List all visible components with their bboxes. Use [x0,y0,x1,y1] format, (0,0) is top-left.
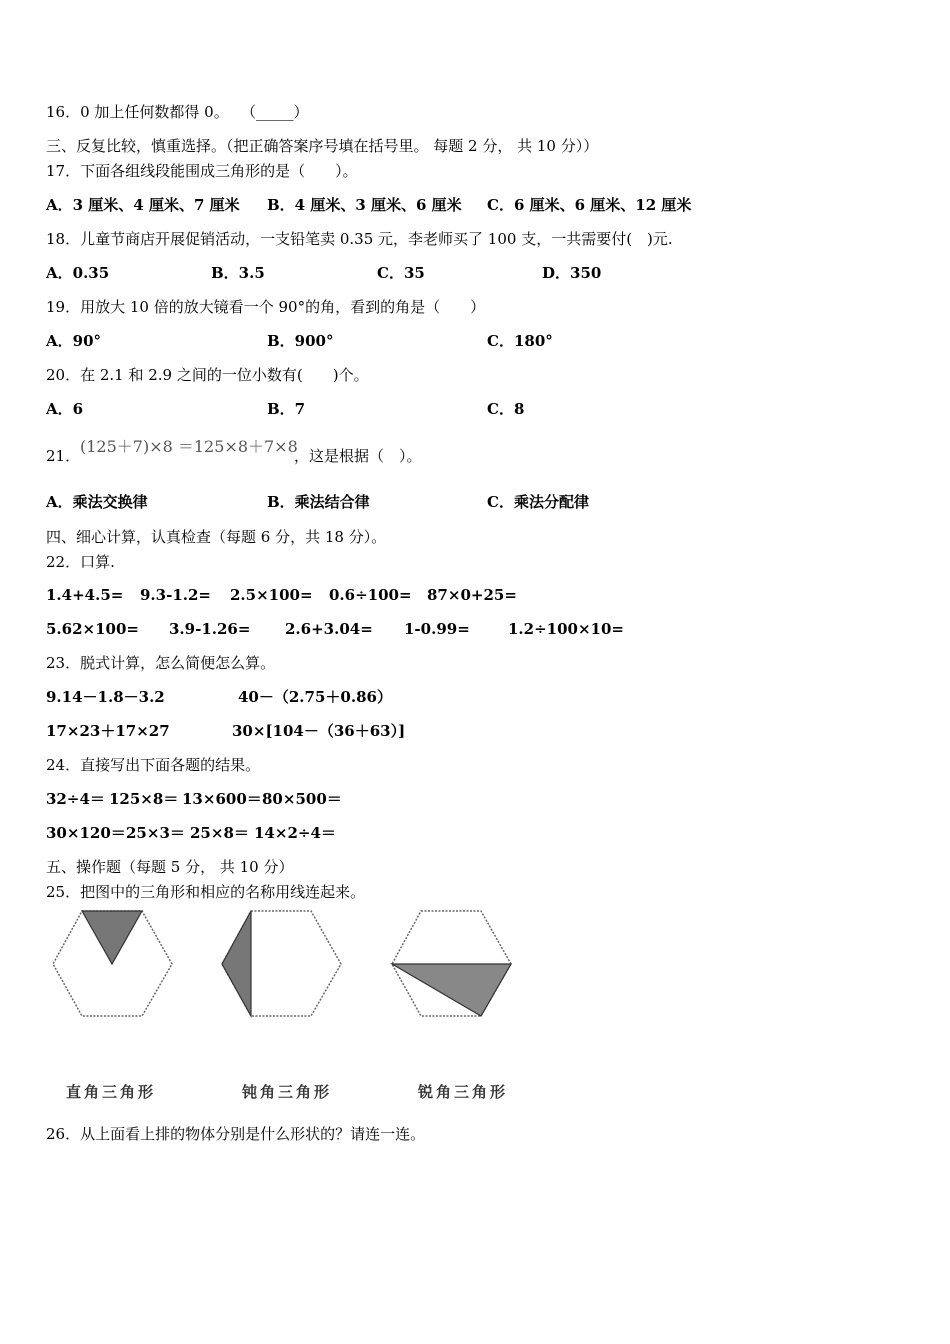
q19-option-b: B．900° [267,332,334,350]
hexagon-right-triangle-figure [50,908,176,1020]
q24-item: 80×500＝ [262,790,342,808]
q22-item: 1.4+4.5= [46,586,124,604]
q18-option-c: C．35 [377,264,425,282]
q20-option-a: A．6 [46,400,84,418]
q24-item: 14×2÷4＝ [254,824,336,842]
q17-option-c: C．6 厘米、6 厘米、12 厘米 [487,196,692,214]
q22-item: 2.6+3.04= [285,620,373,638]
q24-item: 25×3＝ [126,824,185,842]
q24-item: 30×120＝ [46,824,126,842]
question-16: 16．0 加上任何数都得 0。 （_____） [46,103,309,121]
hexagon-acute-triangle-figure [389,908,515,1020]
q19-option-c: C．180° [487,332,553,350]
q22-item: 0.6÷100= [329,586,412,604]
q24-item: 32÷4＝ [46,790,105,808]
q18-option-b: B．3.5 [211,264,265,282]
q21-option-b: B．乘法结合律 [267,493,370,511]
q24-item: 25×8＝ [190,824,249,842]
section-5-heading: 五、操作题（每题 5 分， 共 10 分） [46,858,294,876]
q21-option-a: A．乘法交换律 [46,493,148,511]
section-4-heading: 四、细心计算，认真检查（每题 6 分，共 18 分）。 [46,528,387,546]
q22-item: 2.5×100= [230,586,313,604]
q17-option-b: B．4 厘米、3 厘米、6 厘米 [267,196,462,214]
q21-option-c: C．乘法分配律 [487,493,589,511]
hexagon-obtuse-triangle-figure [219,908,345,1020]
q20-option-b: B．7 [267,400,306,418]
label-acute-triangle: 锐角三角形 [418,1083,509,1101]
q21-tail: ，这是根据（ ）。 [294,447,422,465]
section-3-heading: 三、反复比较，慎重选择。（把正确答案序号填在括号里。 每题 2 分， 共 10 分）） [46,137,599,155]
q23-item: 30×[104－（36＋63）] [232,722,406,740]
q22-item: 1-0.99= [404,620,470,638]
label-right-triangle: 直角三角形 [66,1083,157,1101]
q23-item: 40－（2.75＋0.86） [238,688,392,706]
q23-item: 17×23＋17×27 [46,722,170,740]
q22-item: 87×0+25= [427,586,517,604]
question-18-stem: 18．儿童节商店开展促销活动，一支铅笔卖 0.35 元，李老师买了 100 支，一共需要付( )元. [46,230,673,248]
q20-option-c: C．8 [487,400,525,418]
q22-item: 3.9-1.26= [169,620,251,638]
q24-item: 13×600＝ [182,790,262,808]
question-22-stem: 22．口算. [46,553,115,571]
q22-item: 1.2÷100×10= [508,620,624,638]
question-23-stem: 23．脱式计算，怎么简便怎么算。 [46,654,276,672]
question-24-stem: 24．直接写出下面各题的结果。 [46,756,261,774]
q22-item: 9.3-1.2= [140,586,211,604]
q18-option-d: D．350 [542,264,602,282]
q21-formula: (125＋7)×8 ＝125×8＋7×8 [80,437,298,456]
q24-item: 125×8＝ [109,790,179,808]
question-20-stem: 20．在 2.1 和 2.9 之间的一位小数有( )个。 [46,366,369,384]
question-19-stem: 19．用放大 10 倍的放大镜看一个 90°的角，看到的角是（ ） [46,298,486,316]
question-21-number: 21． [46,447,81,465]
q17-option-a: A．3 厘米、4 厘米、7 厘米 [46,196,240,214]
q18-option-a: A．0.35 [46,264,110,282]
label-obtuse-triangle: 钝角三角形 [242,1083,333,1101]
q22-item: 5.62×100= [46,620,139,638]
question-25-stem: 25．把图中的三角形和相应的名称用线连起来。 [46,883,366,901]
question-17-stem: 17．下面各组线段能围成三角形的是（ ）。 [46,162,358,180]
question-26: 26．从上面看上排的物体分别是什么形状的？请连一连。 [46,1125,426,1143]
q23-item: 9.14－1.8－3.2 [46,688,165,706]
q19-option-a: A．90° [46,332,102,350]
